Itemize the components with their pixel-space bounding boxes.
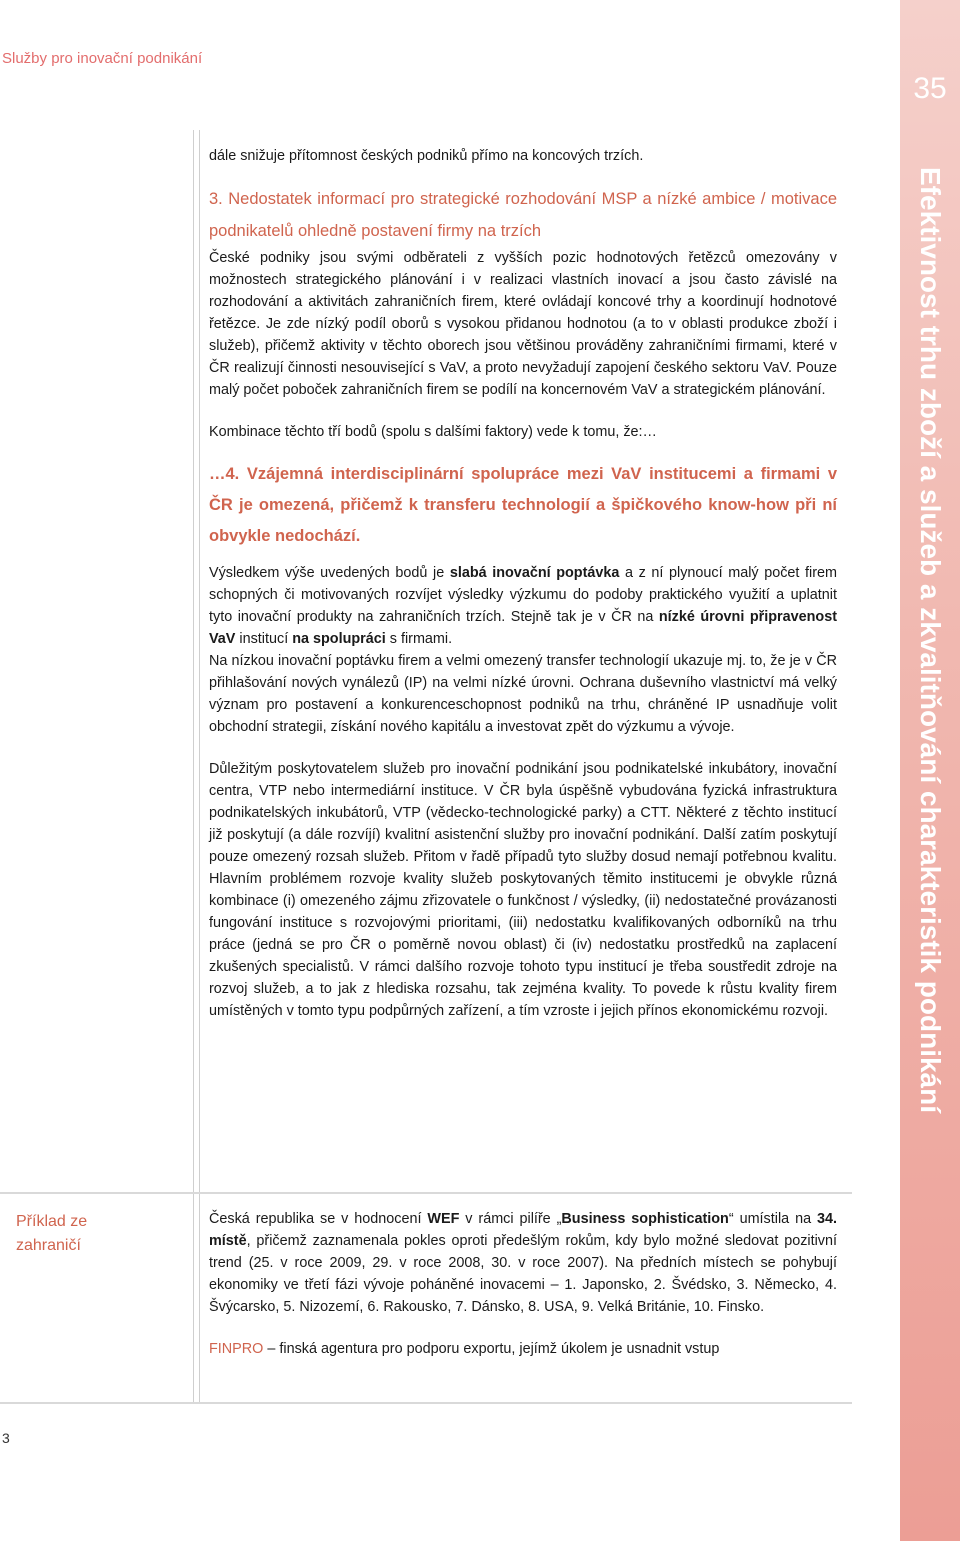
providers-paragraph: Důležitým poskytovatelem služeb pro inovační podnikání jsou podnikatelské inkubátory, inovační centra, VTP nebo intermediární instituce. V ČR byla úspěšně vybudována fyzická infrastruktura podnikatelských inkubátorů, VTP (vědecko-technologické parky) a CTT. Některé z těchto institucí již poskytují (a dále rozvíjí) kvalitní asistenční služby pro inovační podnikání. Další zatím poskytují pouze omezený rozsah služeb. Přitom v řadě případů tyto služby dosud nemají potřebnou kvalitu. Hlavním problémem rozvoje kvality služeb poskytovaných těmito institucemi je obvykle různá kombinace (i) omezeného zájmu zřizovatele o funkčnost / výsledky, (ii) nedostatečné provázanosti fungování instituce s rozvojovými prioritami, (iii) nedostatku kvalifikovaných odborníků na trhu práce (jedná se pro ČR o poměrně novou oblast) či (iv) nedostatku prostředků na zaplacení zkušených specialistů. V rámci dalšího rozvoje tohoto typu institucí je třeba soustředit zdroje na rozvoj služeb, a to jak z hlediska rozsahu, tak zejména kvality. To povede k růstu kvality firem umístěných v tomto typu podpůrných zařízení, a tím vzroste i jejich přínos ekonomickému rozvoji. bbox=[209, 761, 837, 1019]
example-box bbox=[209, 1208, 837, 1360]
example-label: Příklad ze zahraničí bbox=[16, 1213, 88, 1254]
main-text bbox=[209, 145, 837, 1022]
result-paragraph: Výsledkem výše uvedených bodů je slabá inovační poptávka a z ní plynoucí malý počet firem schopných či motivovaných rozvíjet výsledky výzkumu do podoby praktického využití a uplatnit tyto inovační produkty na zahraničních trzích. Stejně tak je v ČR na nízké úrovni připravenost VaV institucí na spolupráci s firmami. bbox=[209, 565, 838, 647]
wef-paragraph: Česká republika se v hodnocení WEF v rámci pilíře „Business sophistication“ umístila na 34. místě, přičemž zaznamenala pokles oproti předešlým rokům, kdy bylo možné sledovat pozitivní trend (25. v roce 2009, 29. v roce 2008, 30. v roce 2007). Na předních místech se pohybují ekonomiky ve třetí fázi vývoje poháněné inovacemi – 1. Japonsko, 2. Švédsko, 3. Německo, 4. Švýcarsko, 5. Nizozemí, 6. Rakousko, 7. Dánsko, 8. USA, 9. Velká Británie, 10. Finsko. bbox=[209, 1211, 838, 1315]
low-demand-paragraph: Na nízkou inovační poptávku firem a velmi omezený transfer technologií ukazuje mj. to, že je v ČR přihlašování nových vynálezů (IP) na velmi nízké úrovni. Ochrana duševního vlastnictví má velký význam pro postavení a konkurenceschopnost podniků na trhu, chráněné IP usnadňuje volit obchodní strategii, získání nového kapitálu a investovat zpět do výzkumu a vývoje. bbox=[209, 653, 837, 735]
chapter-vertical-title: Efektivnost trhu zboží a služeb a zkvalitňování charakteristik podnikání bbox=[915, 166, 946, 1114]
combination-paragraph: Kombinace těchto tří bodů (spolu s dalšími faktory) vede k tomu, že:… bbox=[209, 424, 657, 440]
section-heading-4: …4. Vzájemná interdisciplinární spolupráce mezi VaV institucemi a firmami v ČR je omezená, přičemž k transferu technologií a špičkového know-how při ní obvykle nedochází. bbox=[209, 465, 837, 545]
box-bottom-rule bbox=[0, 1402, 852, 1404]
header-title: Služby pro inovační podnikání bbox=[2, 50, 203, 67]
intro-paragraph: dále snižuje přítomnost českých podniků přímo na koncových trzích. bbox=[209, 148, 644, 164]
finpro-name: FINPRO bbox=[209, 1341, 264, 1357]
section-heading-3: 3. Nedostatek informací pro strategické rozhodování MSP a nízké ambice / motivace podnikatelů ohledně postavení firmy na trzích bbox=[209, 190, 837, 240]
paragraph: České podniky jsou svými odběrateli z vyšších pozic hodnotových řetězců omezovány v možnostech strategického plánování i v realizaci vlastních inovací a jsou často závislé na rozhodování a aktivitách zahraničních firem, které ovládají koncové trhy a koordinují hodnotové řetězce. Je zde nízký podíl oborů s vysokou přidanou hodnotou (a to v oblasti produkce zboží i služeb), přičemž aktivity v těchto oborech jsou většinou prováděny zahraničními firmami, které v ČR realizují činnosti nesouvisející s VaV, a proto nevyžadují zapojení českého sektoru VaV. Pouze malý počet poboček zahraničních firem se podílí na koncernovém VaV a strategickém plánování. bbox=[209, 250, 837, 398]
box-top-rule bbox=[0, 1192, 852, 1194]
footer-page-number: 3 bbox=[2, 1430, 10, 1446]
page-number: 35 bbox=[913, 72, 947, 105]
column-divider bbox=[193, 130, 200, 1402]
finpro-paragraph: FINPRO – finská agentura pro podporu exportu, jejímž úkolem je usnadnit vstup bbox=[209, 1341, 720, 1357]
